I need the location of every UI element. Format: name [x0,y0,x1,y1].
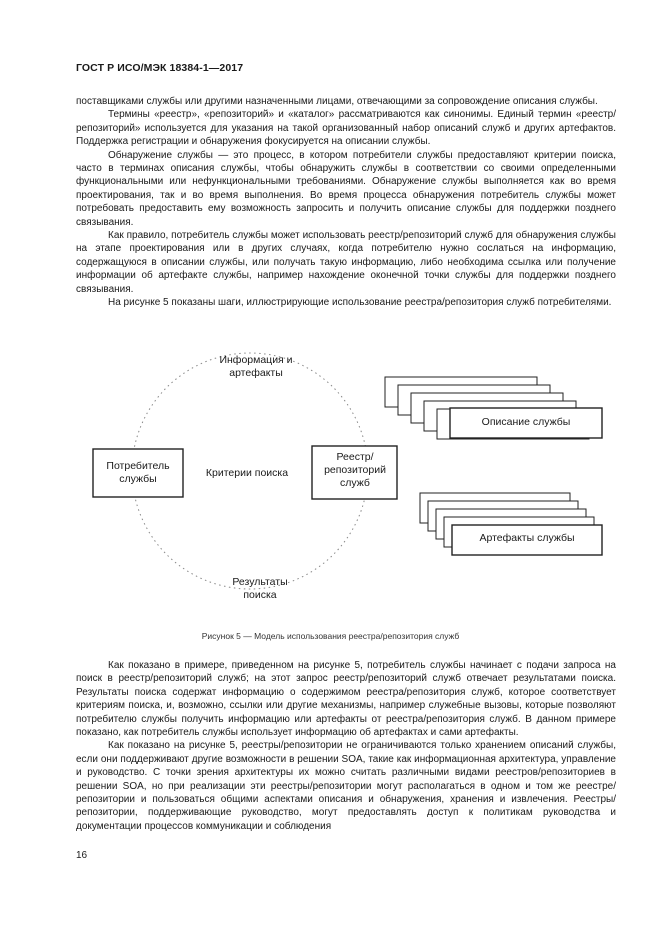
service-artifacts-label: Артефакты службы [479,532,575,544]
paragraph: поставщиками службы или другими назначенными лицами, отвечающими за сопровождение описания службы. [76,96,598,107]
registry-label: Реестр/ репозиторий служб [324,451,386,489]
body-text-top [76,95,616,310]
figure-5 [0,330,661,620]
figure-caption: Рисунок 5 — Модель использования реестра/репозитория служб [201,631,460,641]
paragraph: Как показано в примере, приведенном на рисунке 5, потребитель службы начинает с подачи запроса на поиск в реестр/репозиторий служб; на этот запрос реестр/репозиторий служб отвечает результатами поиска. Результаты поиска содержат информацию о содержимом реестра/репозитория служб, которое соответствует критериям поиска, и, возможно, ссылки или другие механизмы, например служебные вызовы, которые позволяют потребителю службы получить информацию или артефакты от реестра/репозитория служб. В данном примере показано, как потребитель службы использует информацию об артефактах и сами артефакты. [76,660,616,739]
paragraph: На рисунке 5 показаны шаги, иллюстрирующие использование реестра/репозитория служб потребителями. [108,297,612,309]
paragraph: Как правило, потребитель службы может использовать реестр/репозиторий служб для обнаружения службы на этапе проектирования или в других случаях, когда потребителю нужно сослаться на информацию, содержащуюся в описании службы, или получать такую информацию, либо необходима ссылка или получение информации об артефакте службы, например нахождение оконечной точки службы для поддержки позднего связывания. [76,230,616,295]
search-criteria-label: Критерии поиска [205,467,289,479]
document-header: ГОСТ Р ИСО/МЭК 18384-1—2017 [76,62,244,74]
page-number: 16 [76,850,88,861]
body-text-bottom [76,659,616,833]
service-description-label: Описание службы [481,416,571,428]
consumer-label: Потребитель службы [106,460,170,485]
artifacts-stack [420,493,602,555]
description-stack [385,377,602,439]
paragraph: Обнаружение службы — это процесс, в котором потребители службы предоставляют критерии поиска, часто в терминах описания службы, чтобы обнаружить службы в соответствии со своими определенными функциональными или нефункциональными требованиями. Обнаружение службы выполняется как во время проектирования, так и во время выполнения. Во время процесса обнаружения потребитель службы может потребовать предоставить ему возможность запросить и получить описание службы для поддержки позднего связывания. [76,149,616,228]
search-results-label: Результаты поиска [232,576,288,601]
info-artifacts-label: Информация и артефакты [219,354,293,379]
paragraph: Как показано на рисунке 5, реестры/репозитории не ограничиваются только хранением описаний службы, если они поддерживают другие возможности в решении SOA, такие как информационная архитектура, управление и руководство. С точки зрения архитектуры их можно считать различными видами реестров/репозиториев в решении SOA, но при реализации эти реестры/репозитории могут располагаться в одном и том же реестре/репозитории и пользоваться общими аспектами описания и обнаружения, хранения и извлечения. Реестры/репозитории, поддерживающие руководство, могут предоставлять доступ к политикам руководства и документации процессов коммуникации и соблюдения [76,740,616,832]
paragraph: Термины «реестр», «репозиторий» и «каталог» рассматриваются как синонимы. Единый термин «реестр/репозиторий» используется для указания на такой организованный набор описаний служб и других артефактов. Поддержка регистрации и обнаружения фокусируется на описании службы. [76,109,616,148]
